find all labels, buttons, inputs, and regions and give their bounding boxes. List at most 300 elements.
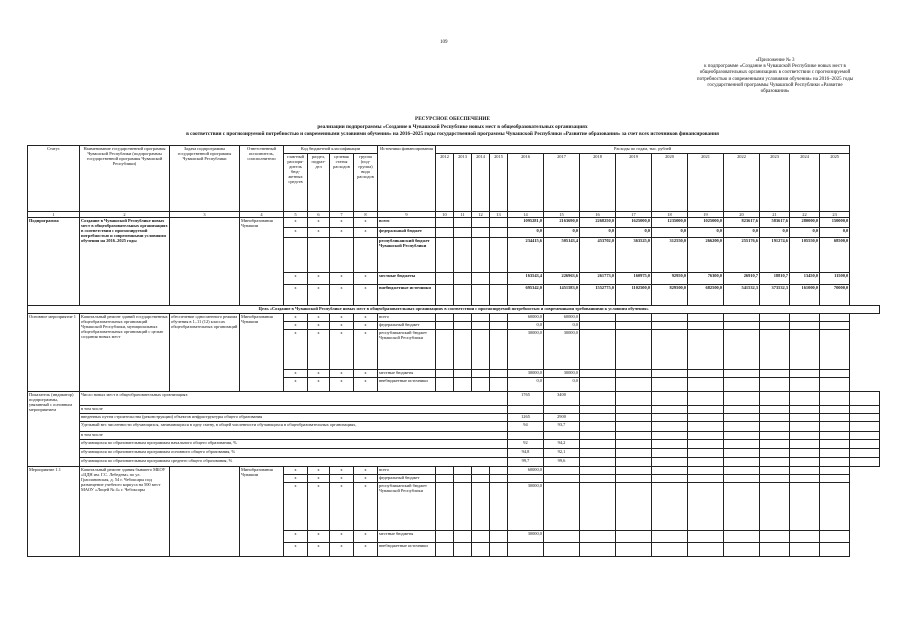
indicator-value: 3400 xyxy=(544,392,580,406)
empty-cell xyxy=(850,432,880,440)
header-year: 2022 xyxy=(724,154,760,212)
column-number: 14 xyxy=(508,212,544,218)
empty-cell xyxy=(688,467,724,475)
empty-cell xyxy=(616,543,652,557)
amount-cell: 505143,4 xyxy=(544,238,580,273)
empty-cell xyxy=(436,531,454,543)
indicator-value: 94,2 xyxy=(544,440,580,449)
budget-code-cell: x xyxy=(284,330,308,370)
amount-cell: 76300,0 xyxy=(688,273,724,285)
empty-cell xyxy=(436,314,454,322)
row-task: обеспечение односменного режима обучения в 1–11 (12) классах общеобразовательных организаций xyxy=(170,314,240,392)
empty-cell xyxy=(724,406,760,414)
empty-cell xyxy=(436,218,454,228)
row-name: Капитальный ремонт здания бывшего МБОУ «ЦДН им. Г.С. Лебедева» по ул. Грасиановская, д. 54 г. Чебоксары под размещение учебного корпуса на 500 мест МАОУ «Лицей № 4» г. Чебоксары xyxy=(80,467,170,557)
empty-cell xyxy=(436,543,454,557)
appendix-line: образования» xyxy=(760,89,790,95)
column-number: 13 xyxy=(490,212,508,218)
budget-code-cell: x xyxy=(308,378,330,392)
amount-cell: 363525,0 xyxy=(616,238,652,273)
budget-code-cell: x xyxy=(354,543,378,557)
empty-cell xyxy=(688,475,724,483)
budget-code-cell: x xyxy=(354,322,378,330)
amount-cell: 13450,0 xyxy=(790,273,820,285)
amount-cell: 0,0 xyxy=(544,322,580,330)
empty-cell xyxy=(454,228,472,238)
header-status: Статус xyxy=(28,146,80,212)
goal-row xyxy=(28,306,880,314)
budget-code-cell: x xyxy=(354,475,378,483)
budget-code-cell: x xyxy=(284,467,308,475)
empty-cell xyxy=(790,414,820,422)
funding-source: всего xyxy=(378,314,436,322)
header-year: 2016 xyxy=(508,154,544,212)
header-year: 2017 xyxy=(544,154,580,212)
amount-cell: 312550,0 xyxy=(652,238,688,273)
empty-cell xyxy=(472,273,490,285)
empty-cell xyxy=(820,458,850,467)
empty-cell xyxy=(760,467,790,475)
empty-cell xyxy=(454,330,472,370)
amount-cell: 0,0 xyxy=(760,228,790,238)
column-number: 11 xyxy=(454,212,472,218)
empty-cell xyxy=(616,392,652,406)
empty-cell xyxy=(820,543,850,557)
empty-cell xyxy=(760,458,790,467)
empty-cell xyxy=(790,378,820,392)
empty-cell xyxy=(580,422,616,432)
budget-code-cell: x xyxy=(308,314,330,322)
empty-cell xyxy=(652,322,688,330)
empty-cell xyxy=(472,475,490,483)
budget-code-cell: x xyxy=(284,322,308,330)
empty-cell xyxy=(724,440,760,449)
amount-cell: 150000,0 xyxy=(820,218,850,228)
empty-cell xyxy=(790,458,820,467)
amount-cell: 11500,0 xyxy=(820,273,850,285)
header-executor: Ответственный исполнитель, соисполнители xyxy=(240,146,284,212)
budget-code-cell: x xyxy=(308,285,330,306)
indicator-value: 94,8 xyxy=(508,449,544,458)
column-number: 3 xyxy=(170,212,240,218)
empty-cell xyxy=(616,370,652,378)
header-year: 2021 xyxy=(688,154,724,212)
empty-cell xyxy=(490,531,508,543)
funding-source: местные бюджеты xyxy=(378,273,436,285)
empty-cell xyxy=(580,370,616,378)
amount-cell: 234415,6 xyxy=(508,238,544,273)
column-number: 7 xyxy=(330,212,354,218)
budget-code-cell xyxy=(354,238,378,273)
amount-cell: 60000,0 xyxy=(508,314,544,322)
empty-cell xyxy=(490,370,508,378)
empty-cell xyxy=(652,475,688,483)
empty-cell xyxy=(580,432,616,440)
indicator-row xyxy=(28,458,880,467)
empty-cell xyxy=(790,531,820,543)
amount-cell: 0,0 xyxy=(544,378,580,392)
empty-cell xyxy=(820,414,850,422)
budget-code-cell xyxy=(284,238,308,273)
column-number: 19 xyxy=(688,212,724,218)
indicator-value: 1265 xyxy=(508,414,544,422)
header-year: 2012 xyxy=(436,154,454,212)
amount-cell: 226963,6 xyxy=(544,273,580,285)
amount-cell: 682500,0 xyxy=(688,285,724,306)
empty-cell xyxy=(436,238,454,273)
empty-cell xyxy=(490,314,508,322)
amount-cell: 0,0 xyxy=(616,228,652,238)
empty-cell xyxy=(850,422,880,432)
budget-code-cell: x xyxy=(308,322,330,330)
empty-cell xyxy=(436,483,454,531)
empty-cell xyxy=(616,414,652,422)
budget-code-cell xyxy=(308,238,330,273)
header-year: 2025 xyxy=(820,154,850,212)
amount-cell: 1102500,0 xyxy=(616,285,652,306)
empty-cell xyxy=(760,449,790,458)
amount-cell: 0,0 xyxy=(688,228,724,238)
header-budget-code: Код бюджетной классификации xyxy=(284,146,378,154)
column-number: 1 xyxy=(28,212,80,218)
amount-cell: 0,0 xyxy=(508,378,544,392)
empty-cell xyxy=(454,238,472,273)
document-title: РЕСУРСНОЕ ОБЕСПЕЧЕНИЕ xyxy=(415,116,490,122)
empty-cell xyxy=(790,322,820,330)
row-task xyxy=(170,218,240,306)
empty-cell xyxy=(544,467,580,475)
column-number: 18 xyxy=(652,212,688,218)
amount-cell: 1451583,0 xyxy=(544,285,580,306)
funding-source: республиканский бюджет Чувашской Республики xyxy=(378,238,436,273)
empty-cell xyxy=(454,467,472,475)
empty-cell xyxy=(616,467,652,475)
amount-cell: 60000,0 xyxy=(544,314,580,322)
empty-cell xyxy=(454,218,472,228)
empty-cell xyxy=(616,432,652,440)
column-number: 15 xyxy=(544,212,580,218)
amount-cell: 18810,7 xyxy=(760,273,790,285)
empty-cell xyxy=(544,531,580,543)
budget-code-cell: x xyxy=(330,378,354,392)
empty-cell xyxy=(790,406,820,414)
empty-cell xyxy=(616,531,652,543)
budget-code-cell: x xyxy=(284,228,308,238)
amount-cell: 1552775,0 xyxy=(580,285,616,306)
empty-cell xyxy=(652,422,688,432)
column-number: 20 xyxy=(724,212,760,218)
empty-cell xyxy=(724,370,760,378)
empty-cell xyxy=(760,414,790,422)
empty-cell xyxy=(472,218,490,228)
empty-cell xyxy=(850,449,880,458)
amount-cell: 2268250,0 xyxy=(580,218,616,228)
budget-code-cell: x xyxy=(330,543,354,557)
amount-cell: 30000,0 xyxy=(544,330,580,370)
column-number: 9 xyxy=(378,212,436,218)
empty-cell xyxy=(688,483,724,531)
empty-cell xyxy=(760,314,790,322)
amount-cell: 1025000,0 xyxy=(688,218,724,228)
empty-cell xyxy=(436,330,454,370)
empty-cell xyxy=(760,543,790,557)
amount-cell: 161000,0 xyxy=(790,285,820,306)
column-number: 22 xyxy=(790,212,820,218)
funding-source: всего xyxy=(378,218,436,228)
empty-cell xyxy=(820,440,850,449)
empty-cell xyxy=(436,322,454,330)
empty-cell xyxy=(652,406,688,414)
empty-cell xyxy=(490,475,508,483)
header-row xyxy=(28,146,880,154)
resource-table xyxy=(27,145,880,557)
empty-cell xyxy=(652,414,688,422)
empty-cell xyxy=(454,285,472,306)
empty-cell xyxy=(580,392,616,406)
empty-cell xyxy=(652,330,688,370)
header-year: 2018 xyxy=(580,154,616,212)
amount-cell: 0,0 xyxy=(724,228,760,238)
empty-cell xyxy=(724,422,760,432)
empty-cell xyxy=(724,531,760,543)
header-task: Задача подпрограммы государственной программы Чувашской Республики xyxy=(170,146,240,212)
indicator-label: обучающихся по образовательным программам среднего общего образования, % xyxy=(80,458,508,467)
empty-cell xyxy=(850,406,880,414)
indicator-status: Показатель (индикатор) подпрограммы, увязанный с основным мероприятием xyxy=(28,392,80,467)
empty-cell xyxy=(652,449,688,458)
empty-cell xyxy=(820,406,850,414)
budget-code-cell: x xyxy=(354,285,378,306)
amount-cell: 255176,6 xyxy=(724,238,760,273)
amount-cell: 160975,0 xyxy=(616,273,652,285)
indicator-value: 2900 xyxy=(544,414,580,422)
budget-code-cell: x xyxy=(308,370,330,378)
empty-cell xyxy=(652,314,688,322)
funding-source: местные бюджеты xyxy=(378,531,436,543)
header-year: 2013 xyxy=(454,154,472,212)
empty-cell xyxy=(580,406,616,414)
indicator-row xyxy=(28,449,880,458)
budget-code-cell: x xyxy=(308,273,330,285)
empty-cell xyxy=(472,543,490,557)
empty-cell xyxy=(616,458,652,467)
empty-cell xyxy=(436,475,454,483)
empty-cell xyxy=(790,314,820,322)
empty-cell xyxy=(760,531,790,543)
funding-source: федеральный бюджет xyxy=(378,322,436,330)
amount-cell: 30000,0 xyxy=(508,483,544,531)
empty-cell xyxy=(490,543,508,557)
row-status: Основное мероприятие 1 xyxy=(28,314,80,392)
empty-cell xyxy=(760,475,790,483)
amount-cell: 453702,0 xyxy=(580,238,616,273)
empty-cell xyxy=(760,422,790,432)
empty-cell xyxy=(580,440,616,449)
budget-code-cell: x xyxy=(308,330,330,370)
table-body xyxy=(28,146,880,557)
empty-cell xyxy=(454,483,472,531)
empty-cell xyxy=(580,330,616,370)
empty-cell xyxy=(760,432,790,440)
empty-cell xyxy=(580,449,616,458)
empty-cell xyxy=(850,440,880,449)
amount-cell: 1235000,0 xyxy=(652,218,688,228)
row-executor: Минобразования Чувашии xyxy=(240,467,284,557)
budget-code-cell: x xyxy=(284,531,308,543)
header-year: 2015 xyxy=(490,154,508,212)
empty-cell xyxy=(820,330,850,370)
empty-cell xyxy=(790,449,820,458)
funding-source: местные бюджеты xyxy=(378,370,436,378)
empty-cell xyxy=(616,314,652,322)
amount-cell: 695342,0 xyxy=(508,285,544,306)
budget-code-cell: x xyxy=(308,218,330,228)
budget-code-cell: x xyxy=(284,218,308,228)
empty-cell xyxy=(724,314,760,322)
amount-cell: 26910,7 xyxy=(724,273,760,285)
table-row xyxy=(28,314,880,322)
empty-cell xyxy=(688,322,724,330)
appendix-line: общеобразовательных организациях в соответствии с прогнозируемой xyxy=(699,70,851,76)
empty-cell xyxy=(688,531,724,543)
empty-cell xyxy=(472,467,490,475)
indicator-value: 92 xyxy=(508,440,544,449)
column-number: 8 xyxy=(354,212,378,218)
empty-cell xyxy=(454,378,472,392)
column-number: 10 xyxy=(436,212,454,218)
empty-cell xyxy=(544,543,580,557)
indicator-label: в том числе xyxy=(80,432,508,440)
budget-code-cell: x xyxy=(308,467,330,475)
empty-cell xyxy=(688,406,724,414)
empty-cell xyxy=(790,422,820,432)
empty-cell xyxy=(436,273,454,285)
empty-cell xyxy=(616,322,652,330)
empty-cell xyxy=(688,414,724,422)
column-number: 21 xyxy=(760,212,790,218)
empty-cell xyxy=(688,392,724,406)
empty-cell xyxy=(790,330,820,370)
empty-cell xyxy=(790,467,820,475)
empty-cell xyxy=(790,483,820,531)
column-number: 17 xyxy=(616,212,652,218)
header-year: 2023 xyxy=(760,154,790,212)
empty-cell xyxy=(490,285,508,306)
empty-cell xyxy=(472,378,490,392)
empty-cell xyxy=(820,322,850,330)
budget-code-cell: x xyxy=(354,378,378,392)
empty-cell xyxy=(580,467,616,475)
column-number: 12 xyxy=(472,212,490,218)
budget-code-cell: x xyxy=(284,370,308,378)
funding-source: республиканский бюджет Чувашской Республики xyxy=(378,483,436,531)
row-executor: Минобразования Чувашии xyxy=(240,314,284,392)
budget-code-cell: x xyxy=(354,330,378,370)
empty-cell xyxy=(490,238,508,273)
empty-cell xyxy=(472,322,490,330)
amount-cell: 583617,6 xyxy=(760,218,790,228)
page-number: 109 xyxy=(440,40,448,45)
empty-cell xyxy=(616,330,652,370)
budget-code-cell: x xyxy=(330,483,354,531)
empty-cell xyxy=(544,475,580,483)
empty-cell xyxy=(436,285,454,306)
empty-cell xyxy=(652,370,688,378)
budget-code-cell: x xyxy=(330,322,354,330)
empty-cell xyxy=(616,475,652,483)
empty-cell xyxy=(652,467,688,475)
empty-cell xyxy=(490,228,508,238)
amount-cell: 823617,6 xyxy=(724,218,760,228)
amount-cell: 2163690,0 xyxy=(544,218,580,228)
empty-cell xyxy=(724,483,760,531)
empty-cell xyxy=(652,543,688,557)
column-number: 4 xyxy=(240,212,284,218)
funding-source: внебюджетные источники xyxy=(378,378,436,392)
empty-cell xyxy=(652,440,688,449)
empty-cell xyxy=(820,422,850,432)
empty-cell xyxy=(580,414,616,422)
header-group: группа (под-группа) вида расходов xyxy=(354,154,378,212)
empty-cell xyxy=(724,543,760,557)
empty-cell xyxy=(490,322,508,330)
empty-cell xyxy=(820,392,850,406)
appendix-line: к подпрограмме «Создание в Чувашской Республике новых мест в xyxy=(704,64,846,70)
empty-cell xyxy=(688,432,724,440)
indicator-value: 93,7 xyxy=(544,422,580,432)
empty-cell xyxy=(820,378,850,392)
header-expenses: Расходы по годам, тыс. рублей xyxy=(436,146,850,154)
row-task xyxy=(170,467,240,557)
amount-cell: 1625000,0 xyxy=(616,218,652,228)
empty-cell xyxy=(688,422,724,432)
budget-code-cell: x xyxy=(284,483,308,531)
empty-cell xyxy=(616,449,652,458)
indicator-label: Удельный вес численности обучающихся, занимающихся в одну смену, в общей численности обучающихся в общеобразовательных организациях, xyxy=(80,422,508,432)
empty-cell xyxy=(790,440,820,449)
budget-code-cell: x xyxy=(330,218,354,228)
empty-cell xyxy=(544,483,580,531)
empty-cell xyxy=(490,273,508,285)
empty-cell xyxy=(724,322,760,330)
empty-cell xyxy=(724,458,760,467)
amount-cell: 541532,3 xyxy=(724,285,760,306)
amount-cell xyxy=(508,543,544,557)
budget-code-cell: x xyxy=(354,483,378,531)
empty-cell xyxy=(724,378,760,392)
empty-cell xyxy=(508,432,544,440)
empty-cell xyxy=(724,449,760,458)
budget-code-cell: x xyxy=(308,531,330,543)
empty-cell xyxy=(688,370,724,378)
column-number: 5 xyxy=(284,212,308,218)
budget-code-cell: x xyxy=(330,531,354,543)
amount-cell: 829500,0 xyxy=(652,285,688,306)
budget-code-cell: x xyxy=(284,285,308,306)
empty-cell xyxy=(580,543,616,557)
empty-cell xyxy=(820,531,850,543)
header-target: целевая статья расходов xyxy=(330,154,354,212)
empty-cell xyxy=(616,440,652,449)
empty-cell xyxy=(760,322,790,330)
empty-cell xyxy=(850,414,880,422)
table-row xyxy=(28,218,880,228)
empty-cell xyxy=(820,370,850,378)
funding-source: внебюджетные источники xyxy=(378,285,436,306)
empty-cell xyxy=(760,440,790,449)
empty-cell xyxy=(454,475,472,483)
amount-cell: 0,0 xyxy=(652,228,688,238)
